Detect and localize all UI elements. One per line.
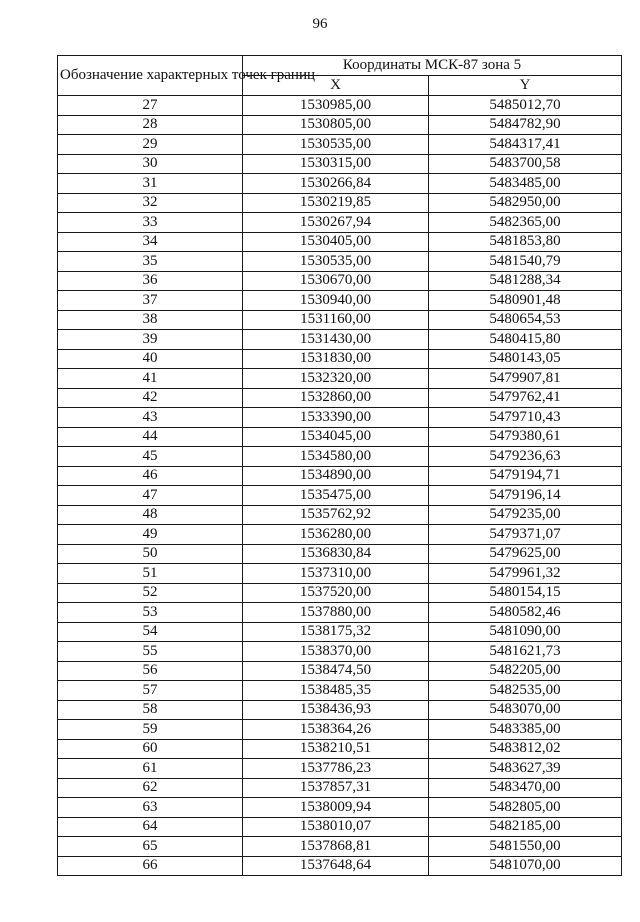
y-coordinate-cell: 5480654,53 <box>429 310 622 330</box>
table-row <box>58 271 622 291</box>
table-header-row-1 <box>58 56 622 76</box>
table-row <box>58 486 622 506</box>
table-row <box>58 603 622 623</box>
point-id-cell: 52 <box>58 583 243 603</box>
y-coordinate-cell: 5481621,73 <box>429 642 622 662</box>
table-row <box>58 583 622 603</box>
y-coordinate-cell: 5479236,63 <box>429 447 622 467</box>
x-coordinate-cell: 1530805,00 <box>243 115 429 135</box>
y-coordinate-cell: 5480415,80 <box>429 330 622 350</box>
point-id-cell: 28 <box>58 115 243 135</box>
point-id-cell: 62 <box>58 778 243 798</box>
x-coordinate-cell: 1534580,00 <box>243 447 429 467</box>
y-coordinate-cell: 5483070,00 <box>429 700 622 720</box>
y-coordinate-cell: 5479380,61 <box>429 427 622 447</box>
y-coordinate-cell: 5483700,58 <box>429 154 622 174</box>
table-row <box>58 720 622 740</box>
x-coordinate-cell: 1538175,32 <box>243 622 429 642</box>
point-id-cell: 36 <box>58 271 243 291</box>
x-coordinate-cell: 1537648,64 <box>243 856 429 876</box>
table-row <box>58 700 622 720</box>
y-coordinate-cell: 5482365,00 <box>429 213 622 233</box>
x-coordinate-cell: 1530267,94 <box>243 213 429 233</box>
point-id-cell: 29 <box>58 135 243 155</box>
x-coordinate-cell: 1530535,00 <box>243 252 429 272</box>
x-coordinate-cell: 1536830,84 <box>243 544 429 564</box>
y-coordinate-cell: 5482950,00 <box>429 193 622 213</box>
y-coordinate-cell: 5480154,15 <box>429 583 622 603</box>
point-id-cell: 44 <box>58 427 243 447</box>
y-coordinate-cell: 5481540,79 <box>429 252 622 272</box>
point-id-cell: 55 <box>58 642 243 662</box>
point-id-cell: 43 <box>58 408 243 428</box>
y-coordinate-cell: 5483627,39 <box>429 759 622 779</box>
x-coordinate-cell: 1537880,00 <box>243 603 429 623</box>
page-number: 96 <box>312 16 328 32</box>
x-coordinate-cell: 1535475,00 <box>243 486 429 506</box>
x-coordinate-cell: 1530985,00 <box>243 96 429 116</box>
point-id-cell: 37 <box>58 291 243 311</box>
point-id-cell: 59 <box>58 720 243 740</box>
y-coordinate-cell: 5479762,41 <box>429 388 622 408</box>
point-id-cell: 31 <box>58 174 243 194</box>
y-coordinate-cell: 5482535,00 <box>429 681 622 701</box>
point-id-cell: 40 <box>58 349 243 369</box>
y-column-header: Y <box>429 76 622 96</box>
x-coordinate-cell: 1531160,00 <box>243 310 429 330</box>
y-coordinate-cell: 5481288,34 <box>429 271 622 291</box>
table-row <box>58 856 622 876</box>
table-row <box>58 778 622 798</box>
table-row <box>58 817 622 837</box>
x-coordinate-cell: 1538010,07 <box>243 817 429 837</box>
table-row <box>58 330 622 350</box>
point-id-cell: 47 <box>58 486 243 506</box>
y-coordinate-cell: 5479371,07 <box>429 525 622 545</box>
table-row <box>58 544 622 564</box>
y-coordinate-cell: 5483385,00 <box>429 720 622 740</box>
x-coordinate-cell: 1536280,00 <box>243 525 429 545</box>
point-id-cell: 61 <box>58 759 243 779</box>
y-coordinate-cell: 5484317,41 <box>429 135 622 155</box>
y-coordinate-cell: 5479196,14 <box>429 486 622 506</box>
table-row <box>58 135 622 155</box>
table-row <box>58 837 622 857</box>
x-coordinate-cell: 1538370,00 <box>243 642 429 662</box>
point-id-cell: 56 <box>58 661 243 681</box>
point-id-cell: 50 <box>58 544 243 564</box>
point-id-cell: 45 <box>58 447 243 467</box>
table-row <box>58 232 622 252</box>
x-coordinate-cell: 1531830,00 <box>243 349 429 369</box>
y-coordinate-cell: 5479235,00 <box>429 505 622 525</box>
coordinates-table-body <box>58 56 622 876</box>
coordinates-table <box>57 55 622 876</box>
y-coordinate-cell: 5480582,46 <box>429 603 622 623</box>
y-coordinate-cell: 5482205,00 <box>429 661 622 681</box>
x-column-header: X <box>243 76 429 96</box>
point-id-cell: 53 <box>58 603 243 623</box>
x-coordinate-cell: 1532320,00 <box>243 369 429 389</box>
table-row <box>58 115 622 135</box>
y-coordinate-cell: 5481090,00 <box>429 622 622 642</box>
table-row <box>58 252 622 272</box>
point-id-cell: 39 <box>58 330 243 350</box>
y-coordinate-cell: 5479625,00 <box>429 544 622 564</box>
point-id-cell: 46 <box>58 466 243 486</box>
table-row <box>58 427 622 447</box>
y-coordinate-cell: 5483812,02 <box>429 739 622 759</box>
point-id-cell: 54 <box>58 622 243 642</box>
table-row <box>58 369 622 389</box>
table-row <box>58 739 622 759</box>
x-coordinate-cell: 1538210,51 <box>243 739 429 759</box>
x-coordinate-cell: 1530315,00 <box>243 154 429 174</box>
y-coordinate-cell: 5481853,80 <box>429 232 622 252</box>
y-coordinate-cell: 5485012,70 <box>429 96 622 116</box>
table-row <box>58 408 622 428</box>
point-id-cell: 51 <box>58 564 243 584</box>
x-coordinate-cell: 1530219,85 <box>243 193 429 213</box>
x-coordinate-cell: 1537868,81 <box>243 837 429 857</box>
point-id-cell: 48 <box>58 505 243 525</box>
point-id-cell: 63 <box>58 798 243 818</box>
point-id-cell: 65 <box>58 837 243 857</box>
x-coordinate-cell: 1534890,00 <box>243 466 429 486</box>
table-row <box>58 388 622 408</box>
y-coordinate-cell: 5481550,00 <box>429 837 622 857</box>
table-row <box>58 349 622 369</box>
point-id-cell: 41 <box>58 369 243 389</box>
y-coordinate-cell: 5482185,00 <box>429 817 622 837</box>
y-coordinate-cell: 5479961,32 <box>429 564 622 584</box>
x-coordinate-cell: 1537310,00 <box>243 564 429 584</box>
x-coordinate-cell: 1530940,00 <box>243 291 429 311</box>
table-row <box>58 564 622 584</box>
table-row <box>58 681 622 701</box>
point-id-cell: 30 <box>58 154 243 174</box>
x-coordinate-cell: 1530266,84 <box>243 174 429 194</box>
table-row <box>58 291 622 311</box>
x-coordinate-cell: 1534045,00 <box>243 427 429 447</box>
x-coordinate-cell: 1538485,35 <box>243 681 429 701</box>
table-row <box>58 213 622 233</box>
point-id-cell: 49 <box>58 525 243 545</box>
point-id-cell: 32 <box>58 193 243 213</box>
table-row <box>58 96 622 116</box>
table-row <box>58 661 622 681</box>
table-row <box>58 174 622 194</box>
table-row <box>58 310 622 330</box>
x-coordinate-cell: 1533390,00 <box>243 408 429 428</box>
point-id-cell: 60 <box>58 739 243 759</box>
point-id-cell: 57 <box>58 681 243 701</box>
y-coordinate-cell: 5484782,90 <box>429 115 622 135</box>
table-row <box>58 466 622 486</box>
point-id-cell: 58 <box>58 700 243 720</box>
point-id-cell: 27 <box>58 96 243 116</box>
x-coordinate-cell: 1537520,00 <box>243 583 429 603</box>
x-coordinate-cell: 1538436,93 <box>243 700 429 720</box>
table-row <box>58 759 622 779</box>
point-id-cell: 35 <box>58 252 243 272</box>
y-coordinate-cell: 5479710,43 <box>429 408 622 428</box>
x-coordinate-cell: 1538364,26 <box>243 720 429 740</box>
point-id-cell: 66 <box>58 856 243 876</box>
x-coordinate-cell: 1531430,00 <box>243 330 429 350</box>
y-coordinate-cell: 5483470,00 <box>429 778 622 798</box>
table-row <box>58 447 622 467</box>
x-coordinate-cell: 1537786,23 <box>243 759 429 779</box>
table-row <box>58 193 622 213</box>
x-coordinate-cell: 1532860,00 <box>243 388 429 408</box>
y-coordinate-cell: 5480143,05 <box>429 349 622 369</box>
x-coordinate-cell: 1535762,92 <box>243 505 429 525</box>
x-coordinate-cell: 1530535,00 <box>243 135 429 155</box>
x-coordinate-cell: 1537857,31 <box>243 778 429 798</box>
y-coordinate-cell: 5480901,48 <box>429 291 622 311</box>
point-id-cell: 38 <box>58 310 243 330</box>
table-row <box>58 622 622 642</box>
x-coordinate-cell: 1538009,94 <box>243 798 429 818</box>
y-coordinate-cell: 5482805,00 <box>429 798 622 818</box>
y-coordinate-cell: 5479907,81 <box>429 369 622 389</box>
point-id-cell: 64 <box>58 817 243 837</box>
x-coordinate-cell: 1530670,00 <box>243 271 429 291</box>
coords-group-header: Координаты МСК-87 зона 5 <box>243 56 622 76</box>
x-coordinate-cell: 1538474,50 <box>243 661 429 681</box>
table-row <box>58 642 622 662</box>
table-row <box>58 154 622 174</box>
point-column-header: Обозначение характерных точек границ <box>58 56 243 96</box>
point-id-cell: 34 <box>58 232 243 252</box>
point-id-cell: 33 <box>58 213 243 233</box>
x-coordinate-cell: 1530405,00 <box>243 232 429 252</box>
table-row <box>58 505 622 525</box>
table-row <box>58 525 622 545</box>
y-coordinate-cell: 5481070,00 <box>429 856 622 876</box>
y-coordinate-cell: 5479194,71 <box>429 466 622 486</box>
table-row <box>58 798 622 818</box>
point-id-cell: 42 <box>58 388 243 408</box>
y-coordinate-cell: 5483485,00 <box>429 174 622 194</box>
